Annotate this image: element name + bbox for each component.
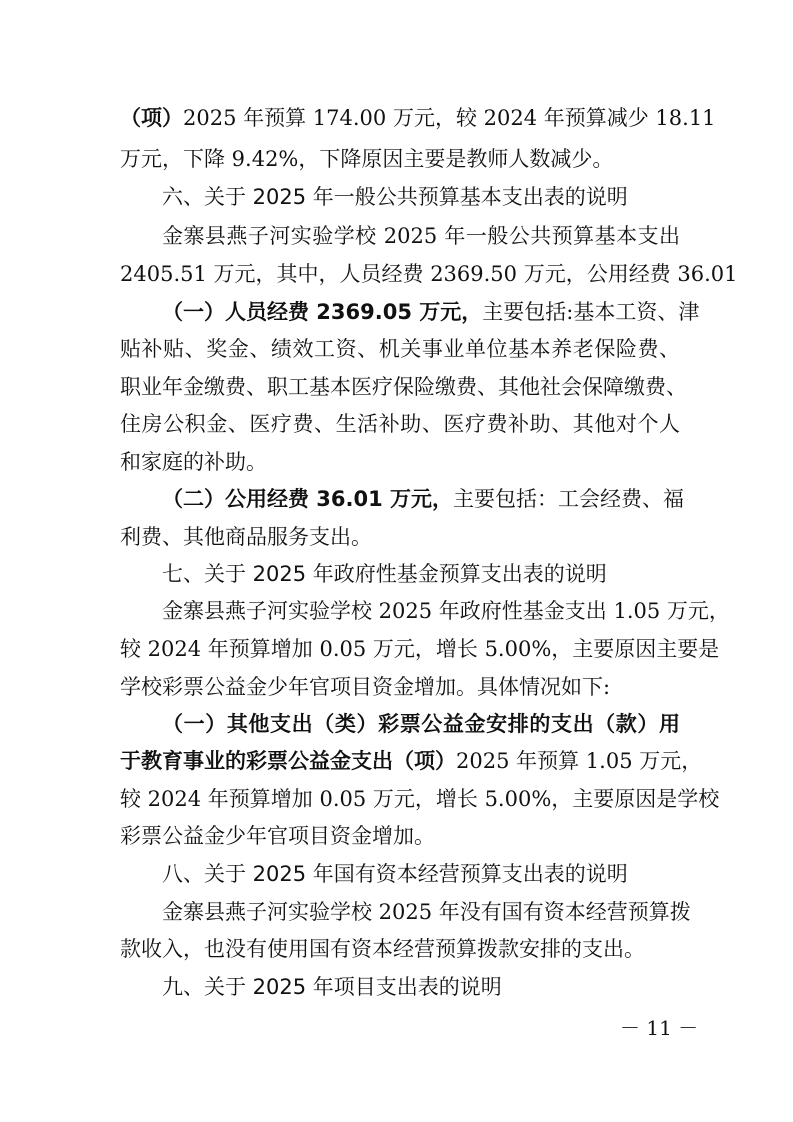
- paragraph-line: [162, 297, 700, 327]
- bold-run: 于教育事业的彩票公益金支出（项）: [120, 749, 456, 773]
- bold-run: （二）公用经费 36.01 万元，: [162, 487, 454, 511]
- text-run: 主要包括：工会经费、福: [453, 487, 685, 511]
- bold-run: （项）: [120, 105, 183, 130]
- bold-run: （一）人员经费 2369.05 万元，: [162, 300, 483, 324]
- paragraph-line: 职业年金缴费、职工基本医疗保险缴费、其他社会保障缴费、: [120, 375, 687, 399]
- paragraph-line: 万元，下降 9.42%，下降原因主要是教师人数减少。: [120, 147, 614, 171]
- paragraph-line: 款收入，也没有使用国有资本经营预算拨款安排的支出。: [120, 937, 645, 961]
- paragraph-line: 金寨县燕子河实验学校 2025 年政府性基金支出 1.05 万元，: [162, 599, 730, 623]
- paragraph-line: 贴补贴、奖金、绩效工资、机关事业单位基本养老保险费、: [120, 337, 680, 361]
- section-heading: 九、关于 2025 年项目支出表的说明: [162, 975, 502, 999]
- paragraph-line: 和家庭的补助。: [120, 450, 267, 474]
- page-number: － 11 －: [620, 1016, 699, 1040]
- paragraph-line: [120, 103, 716, 133]
- section-heading: 六、关于 2025 年一般公共预算基本支出表的说明: [162, 185, 628, 209]
- paragraph-line: 学校彩票公益金少年官项目资金增加。具体情况如下:: [120, 675, 611, 699]
- paragraph-line: 彩票公益金少年官项目资金增加。: [120, 824, 435, 848]
- text-run: 主要包括:基本工资、津: [482, 300, 700, 324]
- paragraph-line: 金寨县燕子河实验学校 2025 年一般公共预算基本支出: [162, 224, 680, 248]
- paragraph-line: [162, 484, 685, 514]
- paragraph-line: 住房公积金、医疗费、生活补助、医疗费补助、其他对个人: [120, 412, 680, 436]
- paragraph-line: 金寨县燕子河实验学校 2025 年没有国有资本经营预算拨: [162, 900, 691, 924]
- paragraph-line: [120, 746, 703, 776]
- paragraph-line: （一）其他支出（类）彩票公益金安排的支出（款）用: [162, 712, 680, 736]
- paragraph-line: 较 2024 年预算增加 0.05 万元，增长 5.00%，主要原因是学校: [120, 787, 720, 811]
- text-run: 2025 年预算 174.00 万元，较 2024 年预算减少 18.11: [183, 106, 716, 130]
- paragraph-line: 2405.51 万元，其中，人员经费 2369.50 万元，公用经费 36.01: [120, 262, 738, 286]
- paragraph-line: 较 2024 年预算增加 0.05 万元，增长 5.00%，主要原因主要是: [120, 637, 720, 661]
- section-heading: 七、关于 2025 年政府性基金预算支出表的说明: [162, 562, 607, 586]
- text-run: 2025 年预算 1.05 万元，: [456, 749, 703, 773]
- paragraph-line: 利费、其他商品服务支出。: [120, 525, 372, 549]
- section-heading: 八、关于 2025 年国有资本经营预算支出表的说明: [162, 862, 628, 886]
